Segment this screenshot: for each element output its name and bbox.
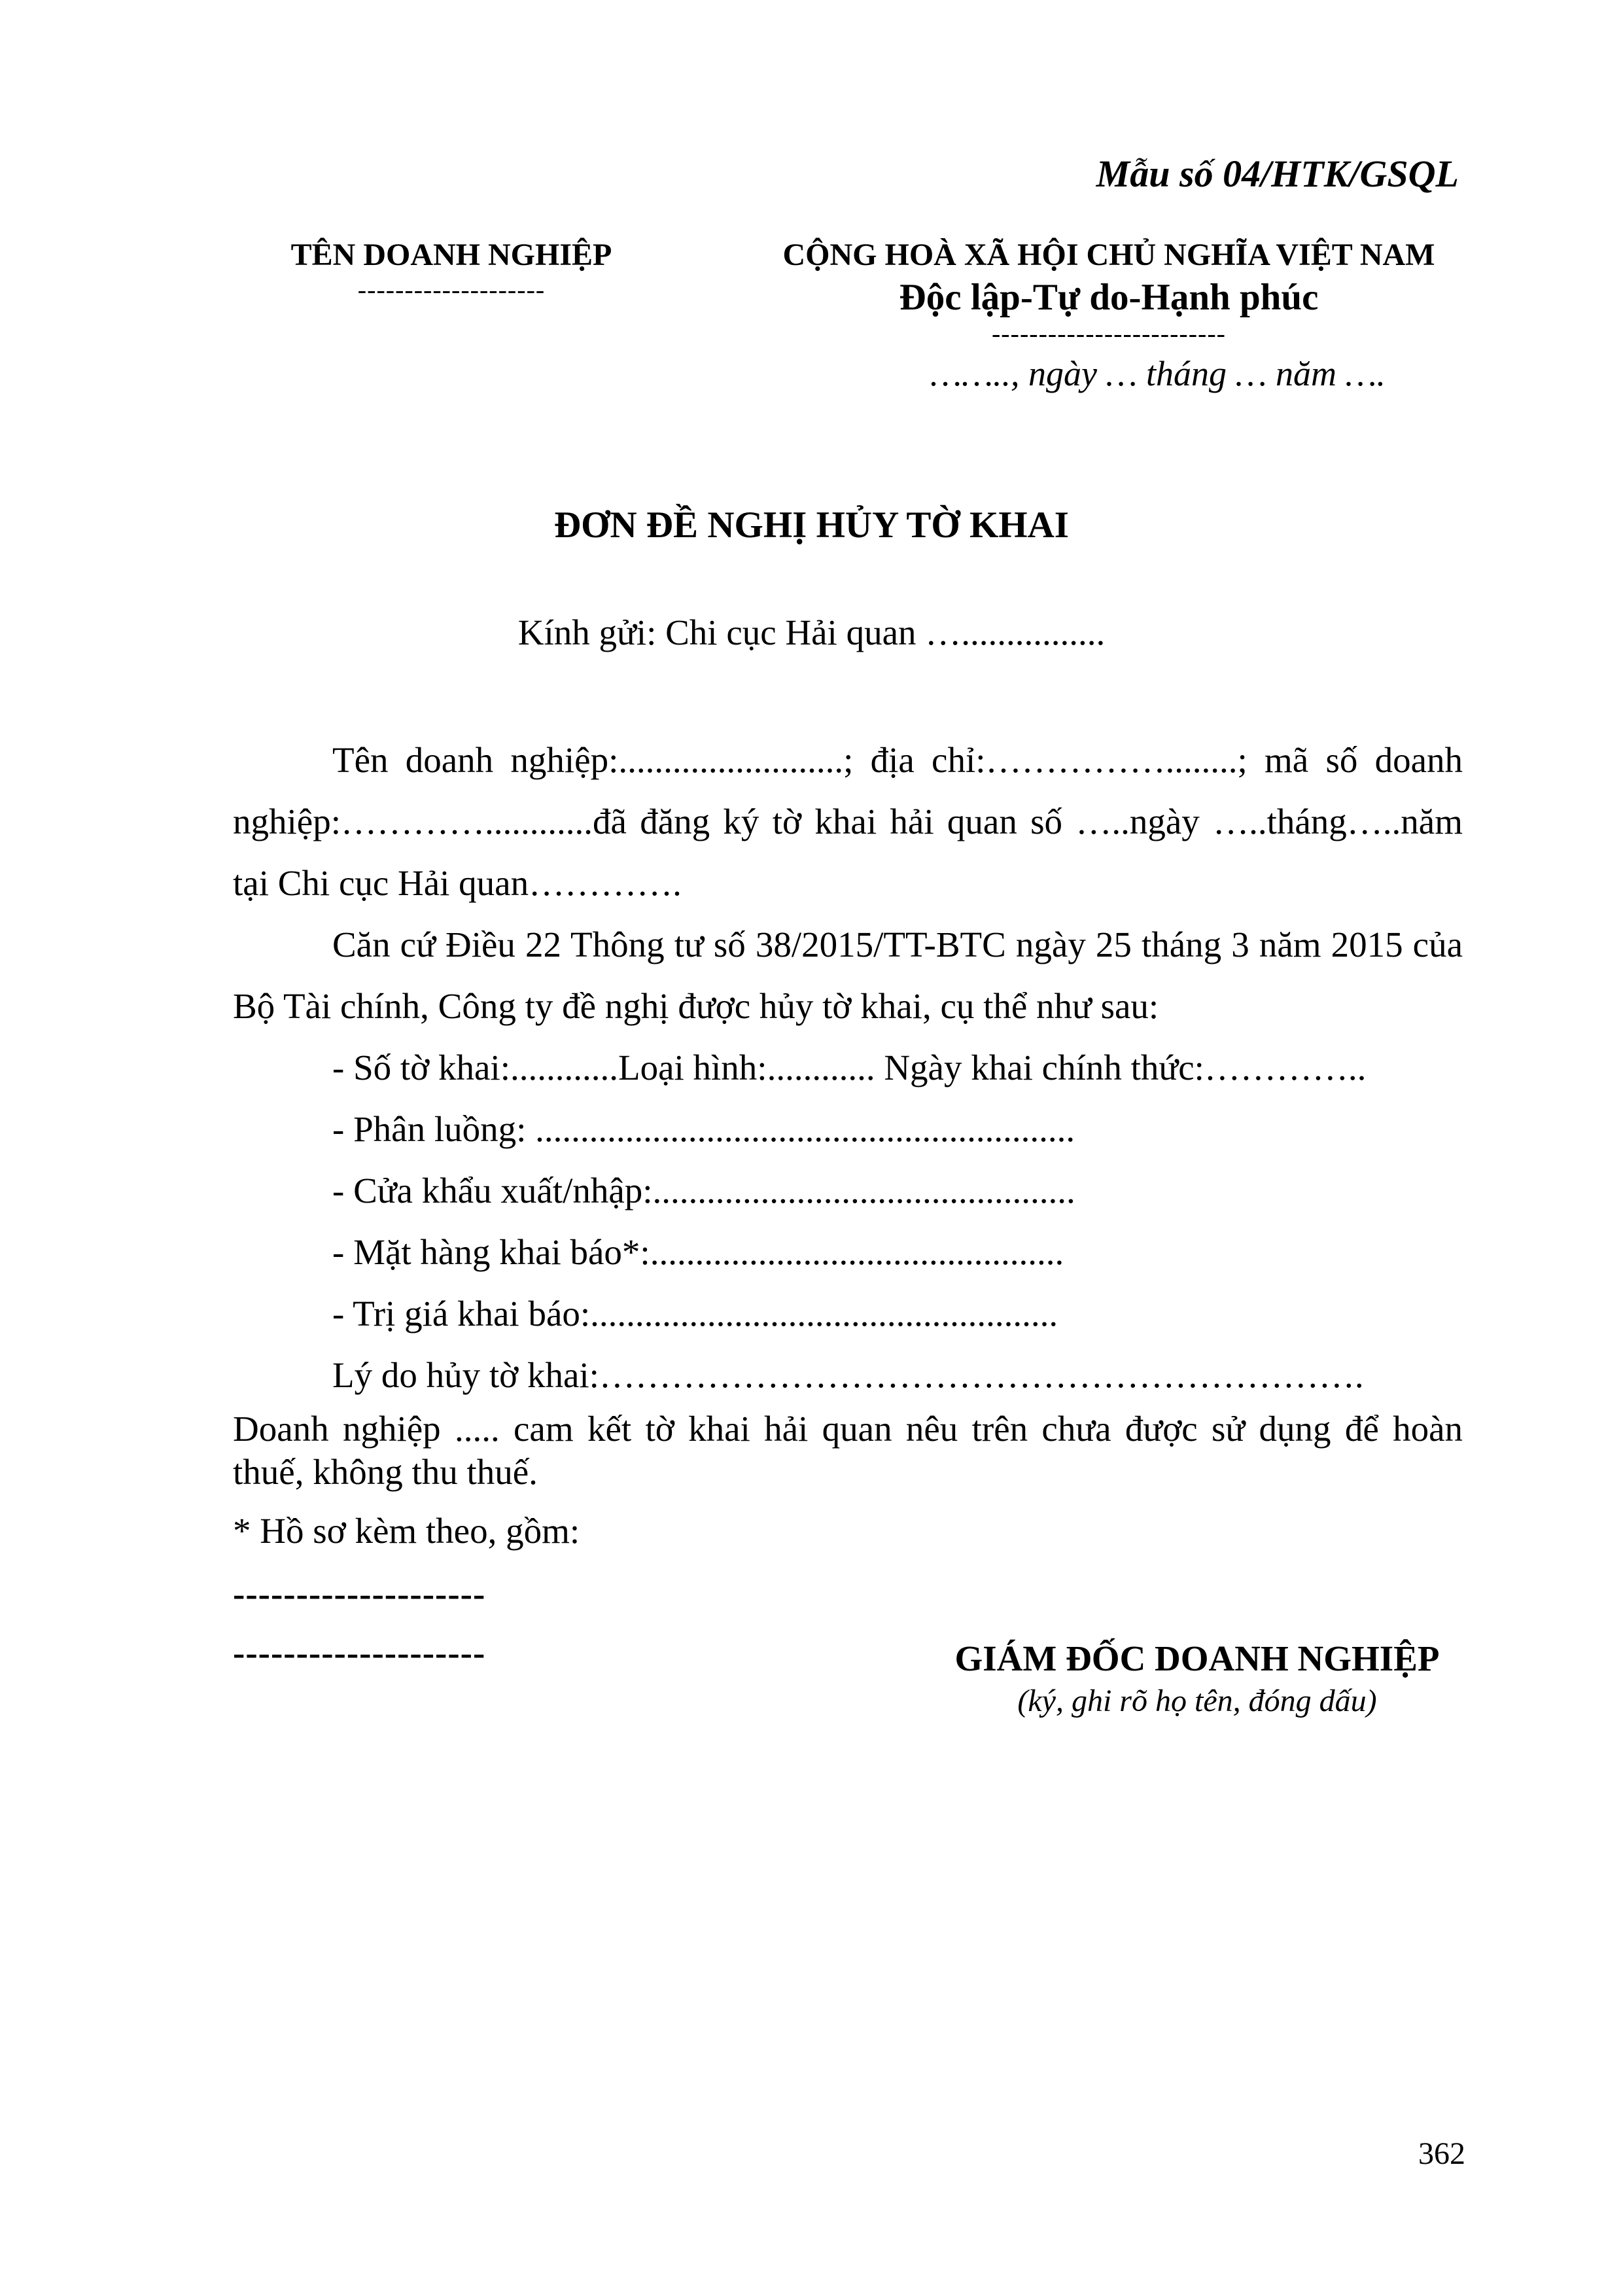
attachment-line: -------------------- [233, 1574, 486, 1614]
detail-declaration-number: - Số tờ khai:............Loại hình:............ Ngày khai chính thức:………….. [332, 1048, 1367, 1087]
detail-border-gate: - Cửa khẩu xuất/nhập:............................................... [332, 1171, 1075, 1210]
nation-motto: Độc lập-Tự do-Hạnh phúc [899, 277, 1319, 318]
signature-block [929, 1636, 1465, 1721]
signature-title: GIÁM ĐỐC DOANH NGHIỆP [954, 1638, 1440, 1678]
detail-cancel-reason: Lý do hủy tờ khai:………………………………………………………. [332, 1355, 1364, 1395]
attachment-line: -------------------- [233, 1633, 486, 1672]
legal-basis-paragraph: Căn cứ Điều 22 Thông tư số 38/2015/TT-BTC ngày 25 tháng 3 năm 2015 của Bộ Tài chính, Công ty đề nghị được hủy tờ khai, cụ thể như sau: [233, 925, 1463, 1026]
date-line: …….., ngày … tháng … năm …. [930, 354, 1386, 393]
attachments-label: * Hồ sơ kèm theo, gồm: [233, 1511, 580, 1551]
page-number: 362 [1418, 2136, 1465, 2171]
detail-value: - Trị giá khai báo:.................................................... [332, 1294, 1058, 1333]
signature-note: (ký, ghi rõ họ tên, đóng dấu) [1017, 1684, 1377, 1718]
form-code: Mẫu số 04/HTK/GSQL [1096, 152, 1459, 195]
document-body [233, 730, 1463, 1682]
company-info-paragraph: Tên doanh nghiệp:.........................; địa chỉ:……………........; mã số doanh nghiệp:…………............đã đăng ký tờ khai hải quan số …..ngày …..tháng…..năm tại Chi cục Hải quan…………. [233, 740, 1463, 903]
company-name: TÊN DOANH NGHIỆP [290, 238, 612, 272]
nation-separator: ------------------------- [991, 319, 1226, 348]
document-title: ĐƠN ĐỀ NGHỊ HỦY TỜ KHAI [553, 504, 1069, 546]
detail-goods: - Mặt hàng khai báo*:.............................................. [332, 1232, 1064, 1272]
company-header [249, 236, 654, 305]
recipient-line: Kính gửi: Chi cục Hải quan …................ [517, 612, 1106, 652]
declaration-details [233, 1037, 1463, 1406]
nation-header [726, 236, 1492, 347]
detail-channel: - Phân luồng: ............................................................ [332, 1109, 1075, 1149]
nation-name: CỘNG HOÀ XÃ HỘI CHỦ NGHĨA VIỆT NAM [782, 238, 1435, 272]
company-separator: -------------------- [357, 275, 546, 304]
commitment-paragraph: Doanh nghiệp ..... cam kết tờ khai hải quan nêu trên chưa được sử dụng để hoàn thuế, không thu thuế. [233, 1409, 1463, 1492]
